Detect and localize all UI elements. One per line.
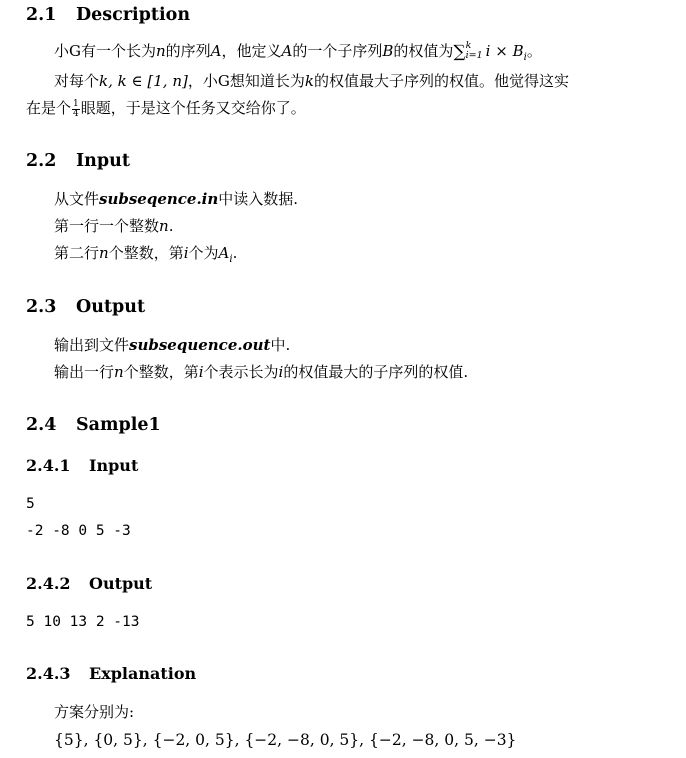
sample-input-line-1: 5	[26, 496, 35, 512]
section-title: Output	[76, 297, 146, 317]
section-number: 2.2	[26, 151, 57, 171]
section-heading-description	[26, 5, 190, 25]
math-var: A	[281, 42, 293, 60]
filename: subseqence.in	[99, 190, 219, 208]
element-of-symbol: ∈	[131, 72, 143, 90]
text: 第二行	[54, 244, 100, 262]
section-title: Input	[76, 151, 130, 171]
text: ，他定义	[221, 42, 282, 60]
text: ，小G想知道长为	[187, 72, 305, 90]
subsection-title: Input	[89, 456, 139, 475]
input-line-2	[54, 216, 173, 236]
subsection-number: 2.4.1	[26, 456, 71, 475]
math-var: B	[512, 42, 524, 60]
sum-limits	[466, 41, 483, 61]
text: 第一行一个整数	[54, 217, 160, 235]
text: 中读入数据.	[218, 190, 299, 208]
text: 小G有一个长为	[54, 42, 156, 60]
explanation-sets: {5}, {0, 5}, {−2, 0, 5}, {−2, −8, 0, 5}, {−2, −8, 0, 5, −3}	[54, 731, 517, 749]
text: 个整数，第	[123, 363, 199, 381]
section-heading-output	[26, 297, 145, 317]
math-var: i	[278, 363, 284, 381]
text: 的序列	[165, 42, 211, 60]
text: 在是个	[26, 99, 72, 117]
section-heading-input	[26, 151, 130, 171]
section-title: Description	[76, 5, 191, 25]
description-paragraph-line-3	[26, 98, 306, 119]
section-number: 2.1	[26, 5, 57, 25]
output-line-1	[54, 335, 290, 355]
math-var: n	[155, 42, 166, 60]
math-var: A	[218, 244, 230, 262]
text: 个表示长为	[203, 363, 279, 381]
text: 的权值最大的子序列的权值.	[283, 363, 469, 381]
explanation-intro: 方案分别为:	[54, 703, 135, 721]
text: 输出到文件	[54, 336, 130, 354]
subscript: i	[229, 254, 233, 265]
text: 对每个	[54, 72, 100, 90]
input-line-3	[54, 243, 237, 263]
math-var: i	[198, 363, 204, 381]
filename: subsequence.out	[129, 336, 271, 354]
math-var: n	[159, 217, 169, 235]
input-line-1	[54, 189, 298, 209]
section-heading-sample	[26, 415, 161, 435]
text: 的权值为	[393, 42, 454, 60]
section-title: Sample1	[76, 415, 161, 435]
subsection-title: Explanation	[89, 664, 197, 683]
description-paragraph-line-1	[54, 41, 542, 62]
fraction	[72, 100, 80, 119]
section-number: 2.4	[26, 415, 57, 435]
text: 个整数，第	[108, 244, 184, 262]
subscript: i	[523, 52, 527, 63]
math-var: n	[99, 244, 109, 262]
math-var: k, k	[99, 72, 127, 90]
math-var: i	[183, 244, 189, 262]
description-paragraph-line-2	[54, 71, 569, 91]
text: 眼题，于是这个任务又交给你了。	[80, 99, 306, 117]
text: .	[232, 244, 238, 262]
section-number: 2.3	[26, 297, 57, 317]
math-range: [1, n]	[147, 72, 188, 90]
subsection-title: Output	[89, 574, 153, 593]
math-var: B	[382, 42, 394, 60]
fraction-denominator: 4	[73, 108, 79, 119]
subsection-heading-sample-output	[26, 574, 152, 593]
fraction-numerator: 1	[73, 98, 79, 109]
text: 的一个子序列	[292, 42, 383, 60]
sample-output-line-1: 5 10 13 2 -13	[26, 614, 140, 630]
text: 从文件	[54, 190, 100, 208]
subsection-number: 2.4.3	[26, 664, 71, 683]
text: .	[168, 217, 174, 235]
subsection-heading-sample-input	[26, 456, 138, 475]
text: 。	[526, 42, 542, 60]
sum-lower: i=1	[465, 50, 483, 61]
text: 输出一行	[54, 363, 115, 381]
math-var: k	[304, 72, 314, 90]
math-var: A	[210, 42, 222, 60]
text: 中.	[270, 336, 291, 354]
subsection-number: 2.4.2	[26, 574, 71, 593]
sample-input-line-2: -2 -8 0 5 -3	[26, 523, 131, 539]
text: 个为	[188, 244, 219, 262]
sum-upper: k	[465, 40, 472, 51]
output-line-2	[54, 362, 468, 382]
times-symbol: ×	[495, 42, 508, 60]
text: 的权值最大子序列的权值。他觉得这实	[313, 72, 569, 90]
math-var: i	[485, 42, 491, 60]
subsection-heading-explanation	[26, 664, 196, 683]
math-var: n	[114, 363, 124, 381]
sum-symbol: ∑	[453, 42, 466, 62]
